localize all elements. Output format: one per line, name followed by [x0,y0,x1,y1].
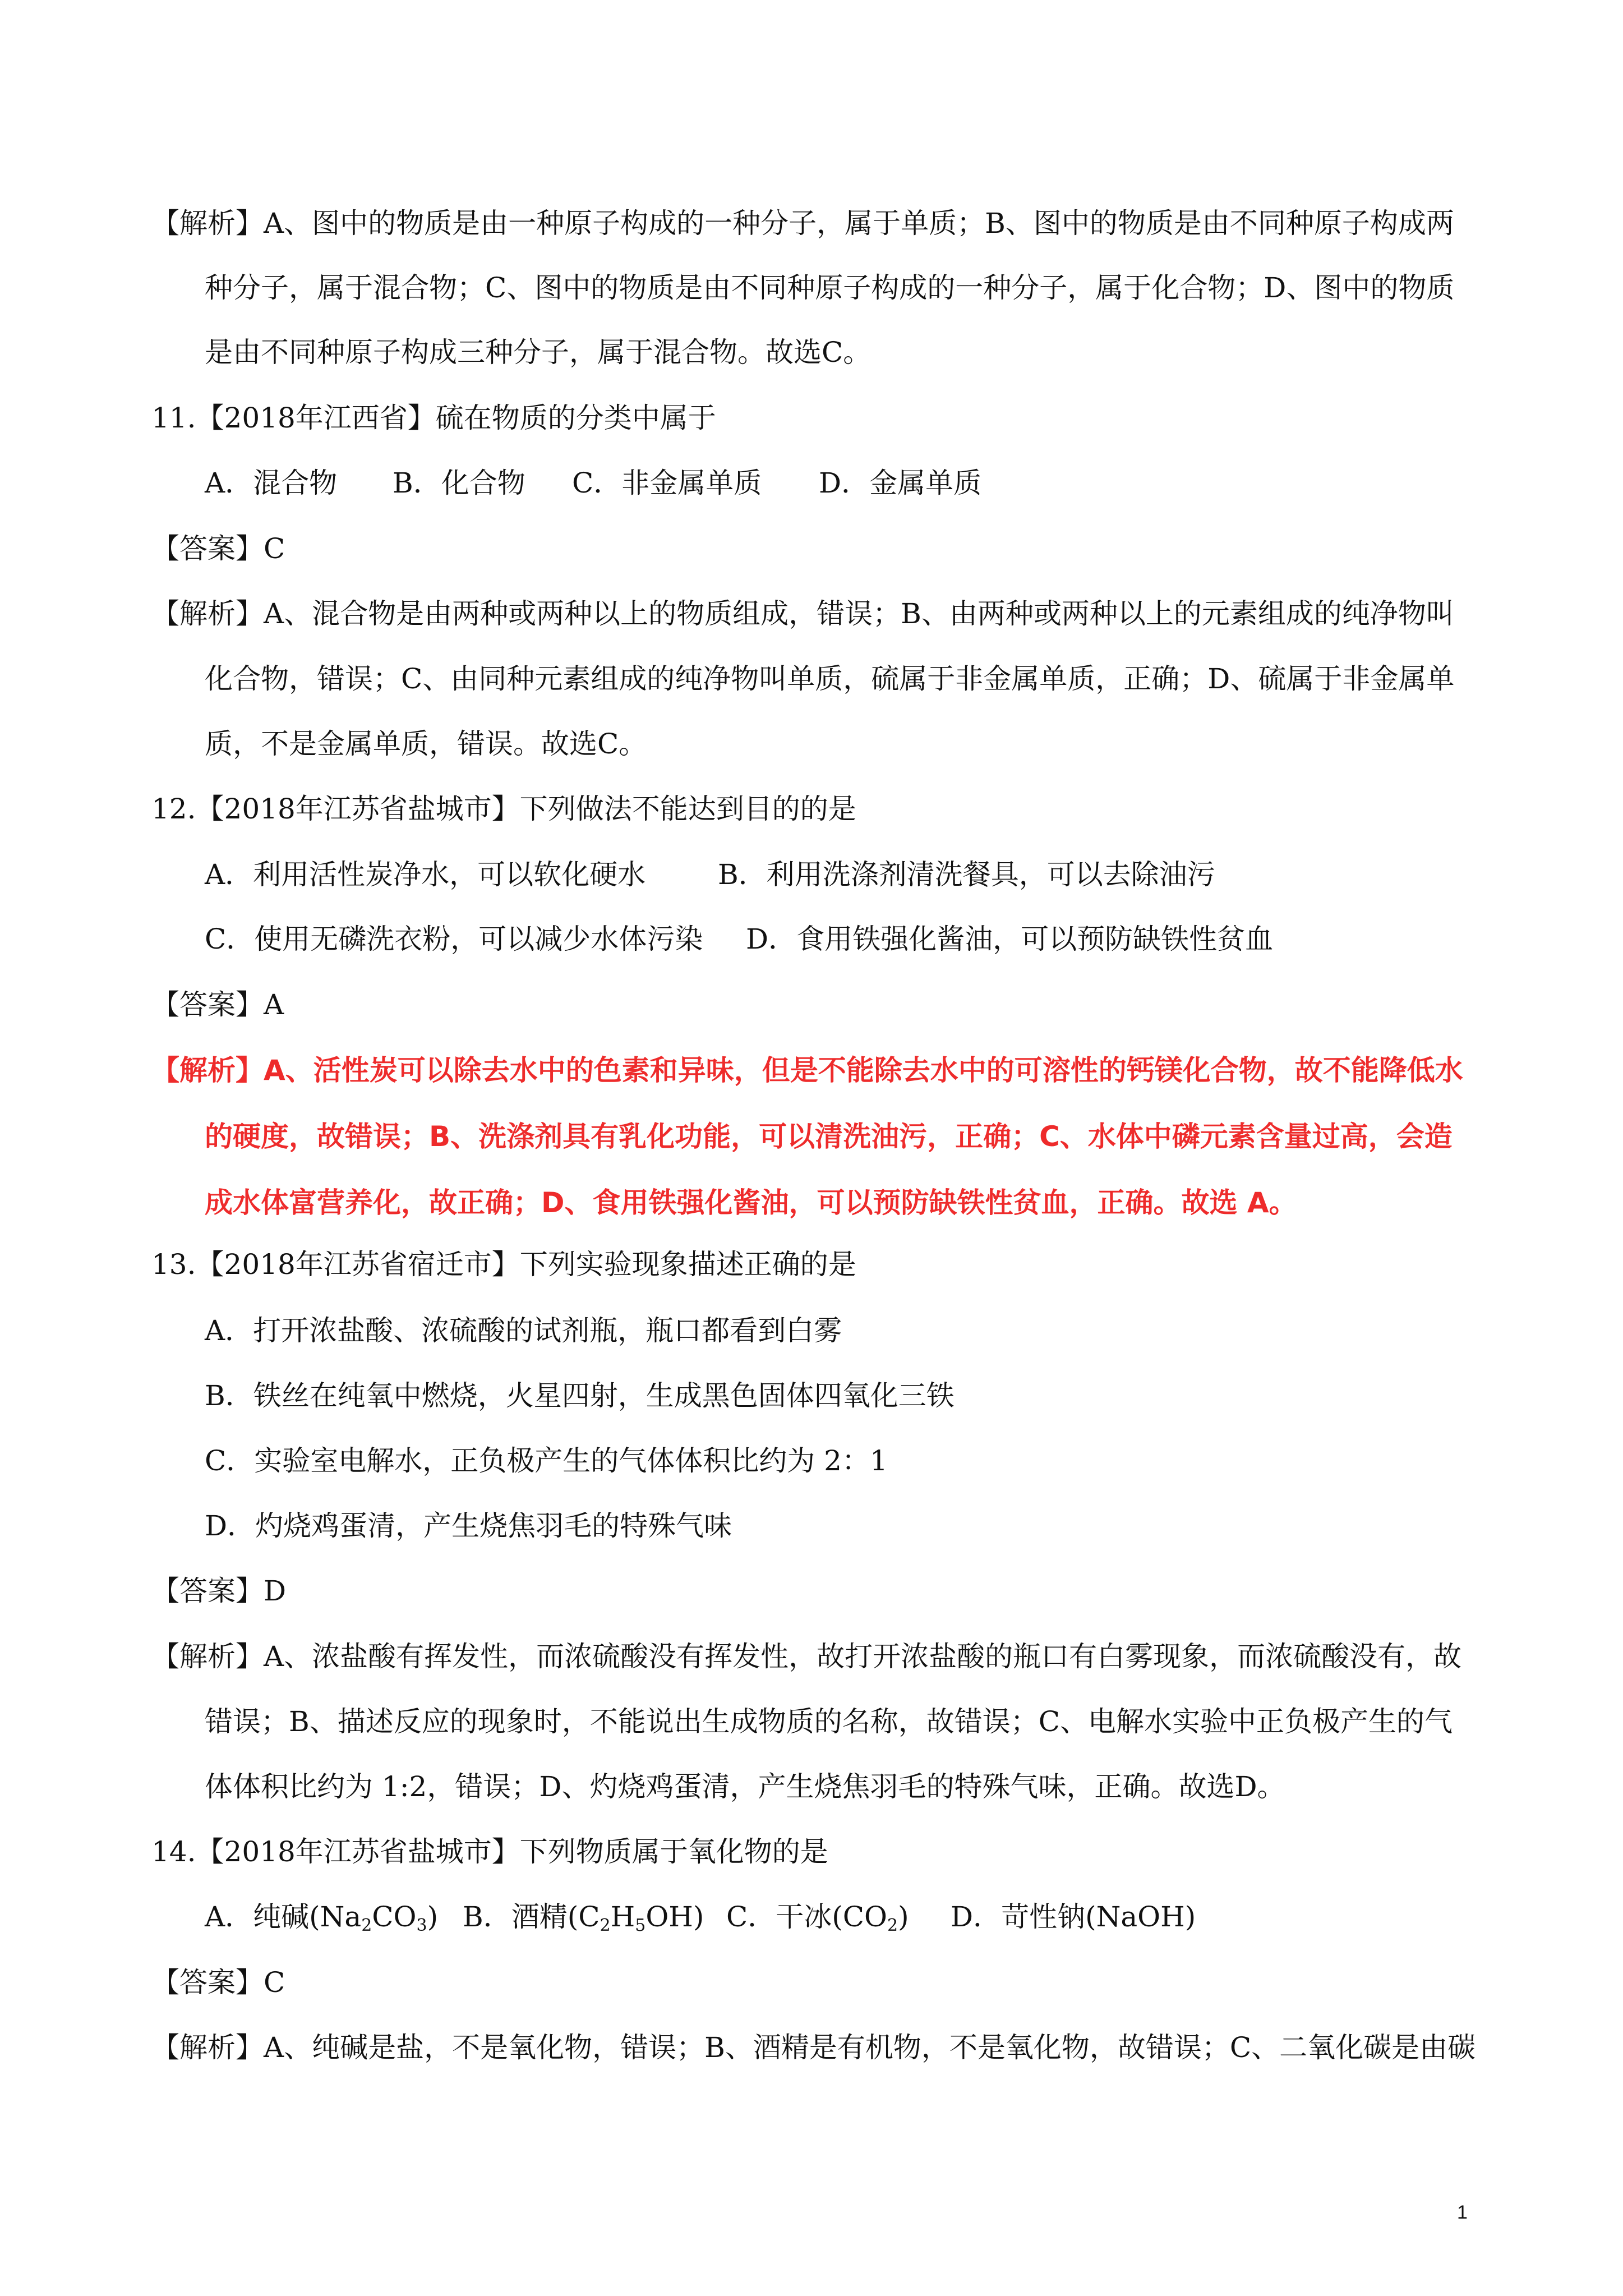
q12-option-b: B．利用洗涤剂清洗餐具，可以去除油污 [718,858,1215,891]
q10-analysis-line-3: 是由不同种原子构成三种分子，属于混合物。故选C。 [205,336,872,369]
q12-analysis-line-2: 的硬度，故错误；B、洗涤剂具有乳化功能，可以清洗油污，正确；C、水体中磷元素含量过高，会造 [205,1120,1453,1153]
q12-option-c: C．使用无磷洗衣粉，可以减少水体污染 [205,923,703,955]
q13-analysis-line-3: 体体积比约为 1:2，错误；D、灼烧鸡蛋清，产生烧焦羽毛的特殊气味，正确。故选D。 [205,1770,1285,1803]
q13-analysis-line-1: 【解析】A、浓盐酸有挥发性，而浓硫酸没有挥发性，故打开浓盐酸的瓶口有白雾现象，而浓硫酸没有，故 [151,1640,1462,1673]
q13-analysis-line-2: 错误；B、描述反应的现象时，不能说出生成物质的名称，故错误；C、电解水实验中正负极产生的气 [205,1705,1453,1738]
q12-option-d: D．食用铁强化酱油，可以预防缺铁性贫血 [746,923,1274,955]
q11-answer: 【答案】C [151,532,285,565]
q12-analysis-line-3: 成水体富营养化，故正确；D、食用铁强化酱油，可以预防缺铁性贫血，正确。故选 A。 [205,1186,1297,1219]
q12-stem: 12.【2018年江苏省盐城市】下列做法不能达到目的的是 [151,793,856,825]
q14-option-c: C．干冰$(CO_2)$ [726,1901,909,1935]
q14-answer: 【答案】C [151,1966,285,1999]
q14-option-a: A．纯碱$(Na_2CO_3)$ [205,1901,439,1935]
page-number: 1 [1457,2202,1468,2223]
q14-stem: 14.【2018年江苏省盐城市】下列物质属于氧化物的是 [151,1835,828,1868]
q11-analysis-line-1: 【解析】A、混合物是由两种或两种以上的物质组成，错误；B、由两种或两种以上的元素组成的纯净物叫 [151,597,1454,630]
q12-answer: 【答案】A [151,988,284,1021]
q13-option-a: A．打开浓盐酸、浓硫酸的试剂瓶，瓶口都看到白雾 [205,1314,842,1347]
q11-option-b: B．化合物 [393,467,525,499]
q14-analysis-line-1: 【解析】A、纯碱是盐，不是氧化物，错误；B、酒精是有机物，不是氧化物，故错误；C、二氧化碳是由碳 [151,2031,1476,2064]
q11-analysis-line-2: 化合物，错误；C、由同种元素组成的纯净物叫单质，硫属于非金属单质，正确；D、硫属于非金属单 [205,662,1455,695]
q10-analysis-line-2: 种分子，属于混合物；C、图中的物质是由不同种原子构成的一种分子，属于化合物；D、图中的物质 [205,272,1455,304]
q14-options [205,1899,1196,1935]
q13-option-c: C．实验室电解水，正负极产生的气体体积比约为 2：1 [205,1444,888,1477]
q13-option-d: D．灼烧鸡蛋清，产生烧焦羽毛的特殊气味 [205,1510,732,1542]
q11-analysis-line-3: 质，不是金属单质，错误。故选C。 [205,728,647,760]
q11-option-d: D．金属单质 [819,467,982,499]
q12-analysis-line-1: 【解析】A、活性炭可以除去水中的色素和异味，但是不能除去水中的可溶性的钙镁化合物，故不能降低水 [151,1054,1463,1087]
q12-option-a: A．利用活性炭净水，可以软化硬水 [205,858,646,891]
q11-option-c: C．非金属单质 [572,467,762,499]
q11-stem: 11.【2018年江西省】硫在物质的分类中属于 [151,402,716,434]
q13-answer: 【答案】D [151,1575,287,1607]
q14-option-d: D．苛性钠(NaOH) [951,1901,1196,1933]
q14-option-b: B．酒精$(C_2H_5OH)$ [463,1901,704,1935]
q13-stem: 13.【2018年江苏省宿迁市】下列实验现象描述正确的是 [151,1248,856,1281]
q11-option-a: A．混合物 [205,467,338,499]
q13-option-b: B．铁丝在纯氧中燃烧，火星四射，生成黑色固体四氧化三铁 [205,1379,955,1412]
q10-analysis-line-1: 【解析】A、图中的物质是由一种原子构成的一种分子，属于单质；B、图中的物质是由不同种原子构成两 [151,207,1454,240]
